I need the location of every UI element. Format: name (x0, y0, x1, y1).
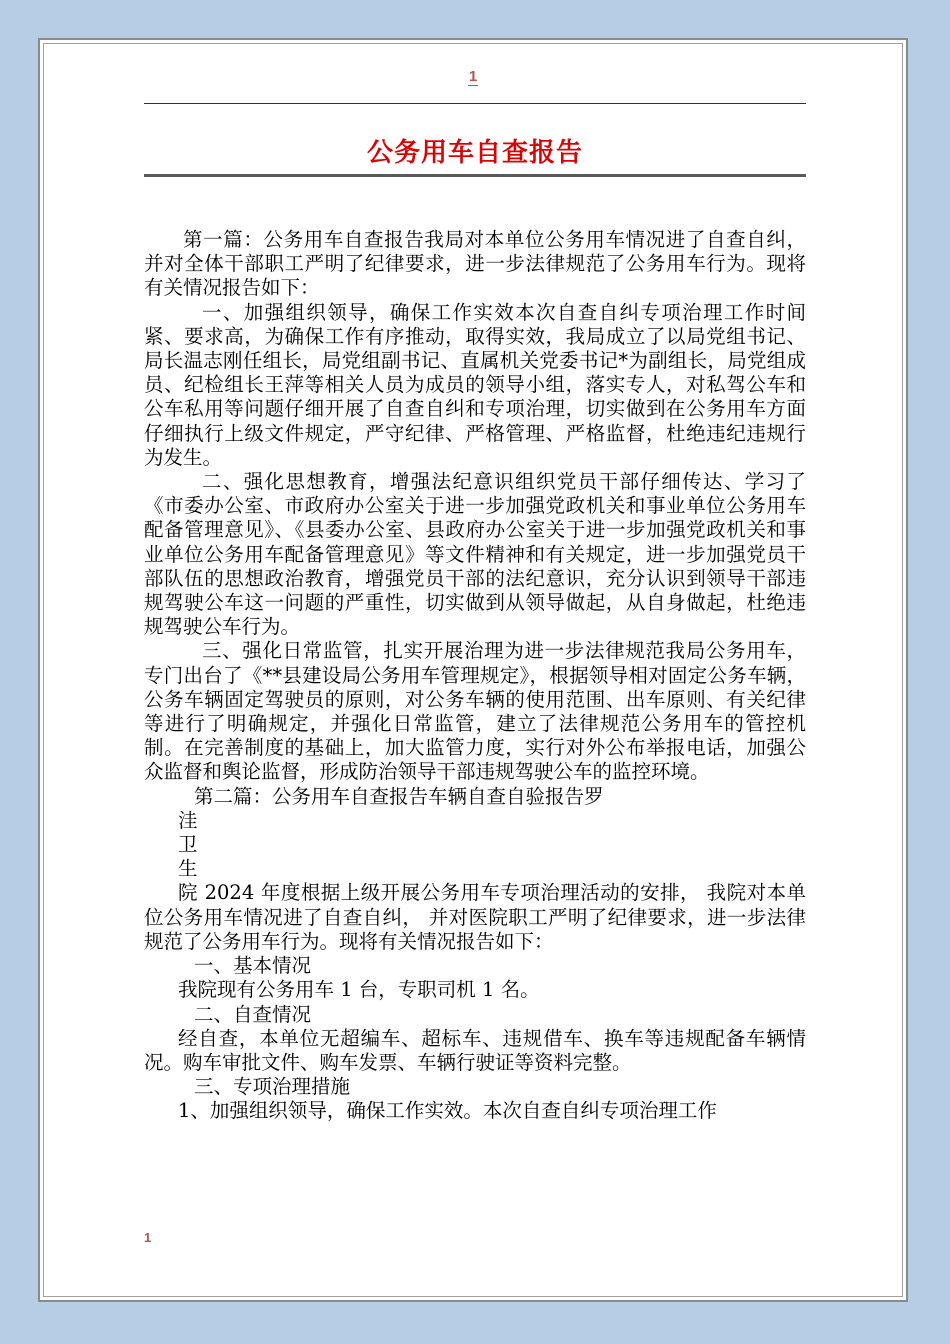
footer-page-number: 1 (144, 1230, 152, 1245)
paragraph-basic: 我院现有公务用车 1 台，专职司机 1 名。 (178, 978, 540, 1002)
header-divider (144, 103, 806, 104)
document-page (38, 38, 908, 1302)
paragraph-section-2: 二、强化思想教育，增强法纪意识组织党员干部仔细传达、学习了《市委办公室、市政府办公室关于进一步加强党政机关和事业单位公务用车配备管理意见》、《县委办公室、县政府办公室关于进一步加强党政机关和事业单位公务用车配备管理意见》等文件精神和有关规定，进一步加强党员干部队伍的思想政治教育，增强党员干部的法纪意识，充分认识到领导干部违规驾驶公车这一问题的严重性，切实做到从领导做起，从自身做起，杜绝违规驾驶公车行为。 (144, 470, 806, 639)
paragraph-section-3: 三、强化日常监管，扎实开展治理为进一步法律规范我局公务用车，专门出台了《**县建设局公务用车管理规定》，根据领导相对固定公务车辆，公务车辆固定驾驶员的原则，对公务车辆的使用范围、出车原则、有关纪律等进行了明确规定，并强化日常监管，建立了法律规范公务用车的管控机制。在完善制度的基础上，加大监管力度，实行对外公布举报电话，加强公众监督和舆论监督，形成防治领导干部违规驾驶公车的监控环境。 (144, 639, 806, 784)
paragraph-intro: 第一篇：公务用车自查报告我局对本单位公务用车情况进了自查自纠，并对全体干部职工严明了纪律要求，进一步法律规范了公务用车行为。现将有关情况报告如下： (144, 228, 806, 300)
document-title: 公务用车自查报告 (366, 138, 583, 168)
document-body (144, 228, 806, 1124)
paragraph-measures-heading: 三、专项治理措施 (194, 1075, 351, 1099)
header-page-number: 1 (468, 68, 478, 85)
paragraph-char-line: 卫 (178, 833, 198, 857)
paragraph-part-2-heading: 第二篇：公务用车自查报告车辆自查自验报告罗 (194, 784, 604, 808)
paragraph-basic-heading: 一、基本情况 (194, 954, 312, 978)
paragraph-char-line: 洼 (178, 808, 198, 832)
paragraph-section-1: 一、加强组织领导，确保工作实效本次自查自纠专项治理工作时间紧、要求高，为确保工作有序推动，取得实效，我局成立了以局党组书记、局长温志刚任组长，局党组副书记、直属机关党委书记*为副组长，局党组成员、纪检组长王萍等相关人员为成员的领导小组，落实专人，对私驾公车和公车私用等问题仔细开展了自查自纠和专项治理，切实做到在公务用车方面仔细执行上级文件规定，严守纪律、严格管理、严格监督，杜绝违纪违规行为发生。 (144, 300, 806, 469)
paragraph-char-line: 生 (178, 857, 198, 881)
paragraph-part-2-intro: 院 2024 年度根据上级开展公务用车专项治理活动的安排， 我院对本单位公务用车情况进了自查自纠， 并对医院职工严明了纪律要求，进一步法律规范了公务用车行为。现将有关情况报告如下： (144, 881, 806, 953)
paragraph-check-heading: 二、自查情况 (194, 1002, 312, 1026)
paragraph-check: 经自查，本单位无超编车、超标车、违规借车、换车等违规配备车辆情况。购车审批文件、购车发票、车辆行驶证等资料完整。 (144, 1026, 806, 1074)
paragraph-measures: 1、加强组织领导，确保工作实效。本次自查自纠专项治理工作 (178, 1099, 717, 1123)
title-divider (144, 174, 806, 177)
